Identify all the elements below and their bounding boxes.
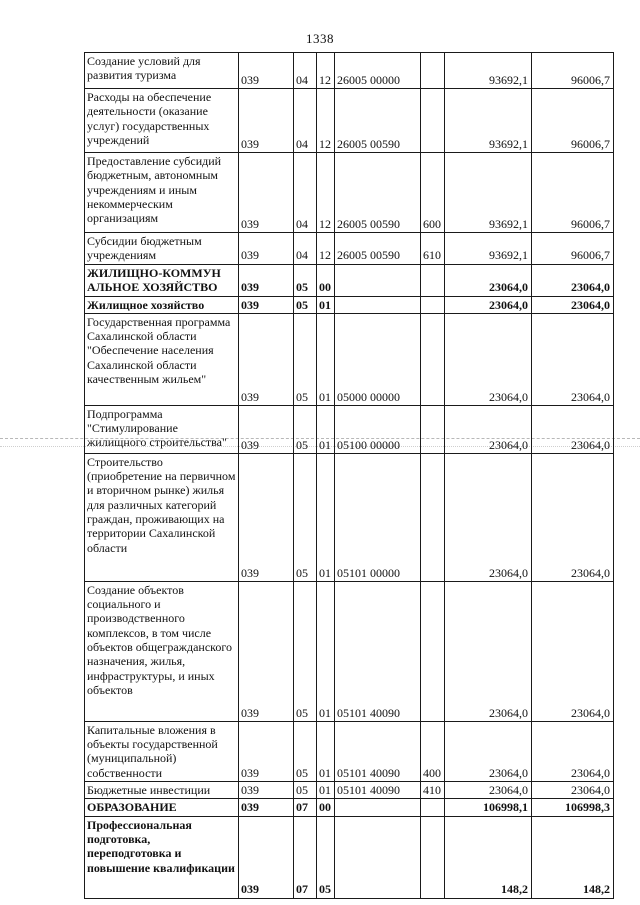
row-name-cell: Строительство (приобретение на первичном и вторичном рынке) жилья для различных категорий граждан, проживающих на территории Сахалинской области — [85, 453, 239, 581]
row-name-cell: Создание объектов социального и производственного комплексов, в том числе объектов общегражданского назначения, жилья, инфраструктуры, и иных объектов — [85, 581, 239, 721]
table-row — [85, 89, 614, 153]
amount-cell-first: 93692,1 — [445, 89, 532, 153]
expense-type-cell — [421, 816, 445, 898]
row-name-cell: Бюджетные инвестиции — [85, 782, 239, 799]
expense-type-cell: 610 — [421, 233, 445, 265]
target-article-cell: 26005 00590 — [335, 89, 421, 153]
expense-type-cell: 410 — [421, 782, 445, 799]
page-number: 1338 — [306, 31, 334, 46]
row-name-cell: Предоставление субсидий бюджетным, автономным учреждениям и иным некоммерческим организациям — [85, 153, 239, 233]
target-article-cell: 05101 40090 — [335, 581, 421, 721]
table-row — [85, 782, 614, 799]
section-code-cell: 05 — [294, 264, 317, 296]
amount-cell-first: 23064,0 — [445, 313, 532, 405]
subsection-code-cell: 01 — [317, 453, 335, 581]
admin-code-cell: 039 — [239, 313, 294, 405]
amount-cell-second: 23064,0 — [532, 453, 614, 581]
section-code-cell: 04 — [294, 89, 317, 153]
section-code-cell: 05 — [294, 453, 317, 581]
table-row — [85, 264, 614, 296]
target-article-cell: 05000 00000 — [335, 313, 421, 405]
amount-cell-first: 23064,0 — [445, 296, 532, 313]
admin-code-cell: 039 — [239, 53, 294, 89]
target-article-cell: 26005 00000 — [335, 53, 421, 89]
admin-code-cell: 039 — [239, 89, 294, 153]
amount-cell-first: 93692,1 — [445, 233, 532, 265]
expense-type-cell — [421, 581, 445, 721]
target-article-cell — [335, 799, 421, 816]
subsection-code-cell: 05 — [317, 816, 335, 898]
target-article-cell: 05101 40090 — [335, 721, 421, 781]
amount-cell-second: 23064,0 — [532, 721, 614, 781]
subsection-code-cell: 01 — [317, 405, 335, 453]
expense-type-cell — [421, 799, 445, 816]
amount-cell-first: 23064,0 — [445, 721, 532, 781]
amount-cell-second: 23064,0 — [532, 296, 614, 313]
amount-cell-second: 96006,7 — [532, 153, 614, 233]
table-row — [85, 296, 614, 313]
row-name-cell: ОБРАЗОВАНИЕ — [85, 799, 239, 816]
amount-cell-second: 23064,0 — [532, 264, 614, 296]
row-name-cell: Подпрограмма "Стимулирование жилищного строительства" — [85, 405, 239, 453]
section-code-cell: 05 — [294, 405, 317, 453]
section-code-cell: 07 — [294, 799, 317, 816]
expense-type-cell — [421, 313, 445, 405]
admin-code-cell: 039 — [239, 264, 294, 296]
amount-cell-second: 96006,7 — [532, 89, 614, 153]
target-article-cell — [335, 816, 421, 898]
amount-cell-first: 106998,1 — [445, 799, 532, 816]
section-code-cell: 04 — [294, 53, 317, 89]
amount-cell-second: 106998,3 — [532, 799, 614, 816]
amount-cell-second: 96006,7 — [532, 53, 614, 89]
amount-cell-second: 23064,0 — [532, 782, 614, 799]
expense-type-cell — [421, 453, 445, 581]
amount-cell-first: 23064,0 — [445, 405, 532, 453]
admin-code-cell: 039 — [239, 296, 294, 313]
subsection-code-cell: 12 — [317, 89, 335, 153]
target-article-cell: 26005 00590 — [335, 233, 421, 265]
admin-code-cell: 039 — [239, 453, 294, 581]
section-code-cell: 05 — [294, 313, 317, 405]
table-row — [85, 233, 614, 265]
row-name-cell: Профессиональная подготовка, переподготовка и повышение квалификации — [85, 816, 239, 898]
subsection-code-cell: 01 — [317, 313, 335, 405]
row-name-cell: Капитальные вложения в объекты государственной (муниципальной) собственности — [85, 721, 239, 781]
amount-cell-first: 23064,0 — [445, 581, 532, 721]
budget-table — [84, 52, 614, 899]
admin-code-cell: 039 — [239, 153, 294, 233]
row-name-cell: Государственная программа Сахалинской области "Обеспечение населения Сахалинской области качественным жильем" — [85, 313, 239, 405]
table-row — [85, 816, 614, 898]
amount-cell-second: 96006,7 — [532, 233, 614, 265]
admin-code-cell: 039 — [239, 799, 294, 816]
subsection-code-cell: 12 — [317, 53, 335, 89]
admin-code-cell: 039 — [239, 581, 294, 721]
table-row — [85, 721, 614, 781]
table-row — [85, 53, 614, 89]
row-name-cell: Расходы на обеспечение деятельности (оказание услуг) государственных учреждений — [85, 89, 239, 153]
admin-code-cell: 039 — [239, 816, 294, 898]
expense-type-cell: 400 — [421, 721, 445, 781]
admin-code-cell: 039 — [239, 721, 294, 781]
target-article-cell: 26005 00590 — [335, 153, 421, 233]
expense-type-cell: 600 — [421, 153, 445, 233]
amount-cell-second: 148,2 — [532, 816, 614, 898]
section-code-cell: 04 — [294, 233, 317, 265]
amount-cell-first: 23064,0 — [445, 782, 532, 799]
table-row — [85, 799, 614, 816]
expense-type-cell — [421, 89, 445, 153]
table-row — [85, 313, 614, 405]
subsection-code-cell: 00 — [317, 264, 335, 296]
expense-type-cell — [421, 264, 445, 296]
admin-code-cell: 039 — [239, 405, 294, 453]
amount-cell-first: 93692,1 — [445, 153, 532, 233]
amount-cell-first: 23064,0 — [445, 264, 532, 296]
section-code-cell: 05 — [294, 782, 317, 799]
section-code-cell: 05 — [294, 581, 317, 721]
amount-cell-first: 148,2 — [445, 816, 532, 898]
target-article-cell — [335, 264, 421, 296]
subsection-code-cell: 01 — [317, 581, 335, 721]
amount-cell-second: 23064,0 — [532, 405, 614, 453]
admin-code-cell: 039 — [239, 233, 294, 265]
target-article-cell — [335, 296, 421, 313]
expense-type-cell — [421, 53, 445, 89]
section-code-cell: 05 — [294, 296, 317, 313]
row-name-cell: Создание условий для развития туризма — [85, 53, 239, 89]
section-code-cell: 07 — [294, 816, 317, 898]
expense-type-cell — [421, 296, 445, 313]
row-name-cell: Субсидии бюджетным учреждениям — [85, 233, 239, 265]
subsection-code-cell: 12 — [317, 233, 335, 265]
target-article-cell: 05100 00000 — [335, 405, 421, 453]
target-article-cell: 05101 40090 — [335, 782, 421, 799]
table-row — [85, 405, 614, 453]
subsection-code-cell: 01 — [317, 782, 335, 799]
subsection-code-cell: 00 — [317, 799, 335, 816]
subsection-code-cell: 01 — [317, 296, 335, 313]
amount-cell-first: 23064,0 — [445, 453, 532, 581]
section-code-cell: 04 — [294, 153, 317, 233]
target-article-cell: 05101 00000 — [335, 453, 421, 581]
subsection-code-cell: 12 — [317, 153, 335, 233]
table-row — [85, 453, 614, 581]
expense-type-cell — [421, 405, 445, 453]
table-row — [85, 581, 614, 721]
admin-code-cell: 039 — [239, 782, 294, 799]
amount-cell-second: 23064,0 — [532, 313, 614, 405]
amount-cell-second: 23064,0 — [532, 581, 614, 721]
row-name-cell: ЖИЛИЩНО-КОММУН АЛЬНОЕ ХОЗЯЙСТВО — [85, 264, 239, 296]
table-row — [85, 153, 614, 233]
row-name-cell: Жилищное хозяйство — [85, 296, 239, 313]
subsection-code-cell: 01 — [317, 721, 335, 781]
amount-cell-first: 93692,1 — [445, 53, 532, 89]
section-code-cell: 05 — [294, 721, 317, 781]
